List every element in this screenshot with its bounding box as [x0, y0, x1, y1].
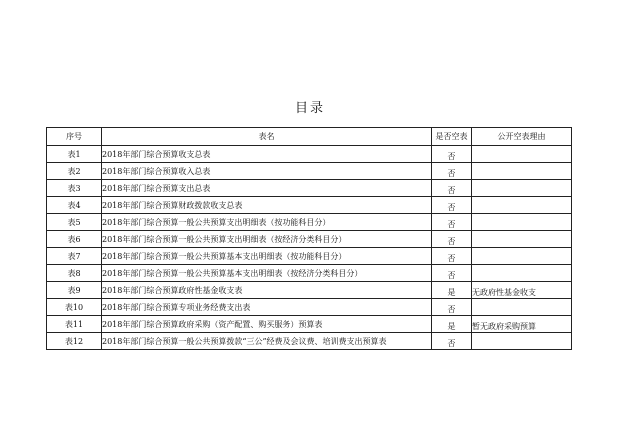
row-table-name: 2018年部门综合预算专项业务经费支出表: [102, 299, 432, 316]
table-row: [47, 197, 572, 214]
table-row: [47, 316, 572, 333]
header-table-name: 表名: [102, 128, 432, 146]
row-empty-reason: 暂无政府采购预算: [472, 316, 572, 333]
row-serial: 表10: [47, 299, 102, 316]
row-is-empty: 是: [432, 282, 472, 299]
row-serial: 表6: [47, 231, 102, 248]
table-body: [47, 146, 572, 350]
row-table-name: 2018年部门综合预算收入总表: [102, 163, 432, 180]
row-empty-reason: [472, 197, 572, 214]
row-empty-reason: [472, 299, 572, 316]
table-row: [47, 180, 572, 197]
row-table-name: 2018年部门综合预算政府性基金收支表: [102, 282, 432, 299]
table-row: [47, 231, 572, 248]
row-is-empty: 否: [432, 265, 472, 282]
row-empty-reason: [472, 163, 572, 180]
table-row: [47, 146, 572, 163]
row-table-name: 2018年部门综合预算收支总表: [102, 146, 432, 163]
row-serial: 表3: [47, 180, 102, 197]
row-serial: 表7: [47, 248, 102, 265]
row-is-empty: 否: [432, 214, 472, 231]
catalog-table: [46, 127, 572, 350]
header-serial: 序号: [47, 128, 102, 146]
row-is-empty: 否: [432, 299, 472, 316]
row-empty-reason: [472, 265, 572, 282]
table-row: [47, 265, 572, 282]
row-is-empty: 否: [432, 333, 472, 350]
page-title: 目录: [294, 101, 325, 116]
row-empty-reason: [472, 180, 572, 197]
row-serial: 表12: [47, 333, 102, 350]
table-row: [47, 214, 572, 231]
table-header-row: [47, 128, 572, 146]
row-serial: 表5: [47, 214, 102, 231]
table-row: [47, 299, 572, 316]
row-table-name: 2018年部门综合预算一般公共预算支出明细表（按经济分类科目分）: [102, 231, 432, 248]
row-serial: 表8: [47, 265, 102, 282]
row-is-empty: 是: [432, 316, 472, 333]
row-serial: 表11: [47, 316, 102, 333]
row-table-name: 2018年部门综合预算政府采购（资产配置、购买服务）预算表: [102, 316, 432, 333]
table-row: [47, 248, 572, 265]
row-table-name: 2018年部门综合预算一般公共预算拨款“三公”经费及会议费、培训费支出预算表: [102, 333, 432, 350]
table-row: [47, 163, 572, 180]
row-is-empty: 否: [432, 163, 472, 180]
header-empty-reason: 公开空表理由: [472, 128, 572, 146]
row-is-empty: 否: [432, 146, 472, 163]
row-serial: 表1: [47, 146, 102, 163]
row-empty-reason: [472, 146, 572, 163]
row-is-empty: 否: [432, 231, 472, 248]
row-table-name: 2018年部门综合预算支出总表: [102, 180, 432, 197]
row-table-name: 2018年部门综合预算一般公共预算支出明细表（按功能科目分）: [102, 214, 432, 231]
row-serial: 表2: [47, 163, 102, 180]
row-table-name: 2018年部门综合预算一般公共预算基本支出明细表（按功能科目分）: [102, 248, 432, 265]
row-empty-reason: [472, 214, 572, 231]
row-serial: 表4: [47, 197, 102, 214]
row-is-empty: 否: [432, 197, 472, 214]
row-is-empty: 否: [432, 248, 472, 265]
row-empty-reason: [472, 333, 572, 350]
header-is-empty: 是否空表: [432, 128, 472, 146]
row-empty-reason: 无政府性基金收支: [472, 282, 572, 299]
row-is-empty: 否: [432, 180, 472, 197]
table-row: [47, 333, 572, 350]
table-row: [47, 282, 572, 299]
row-empty-reason: [472, 231, 572, 248]
row-table-name: 2018年部门综合预算财政拨款收支总表: [102, 197, 432, 214]
row-serial: 表9: [47, 282, 102, 299]
row-empty-reason: [472, 248, 572, 265]
row-table-name: 2018年部门综合预算一般公共预算基本支出明细表（按经济分类科目分）: [102, 265, 432, 282]
